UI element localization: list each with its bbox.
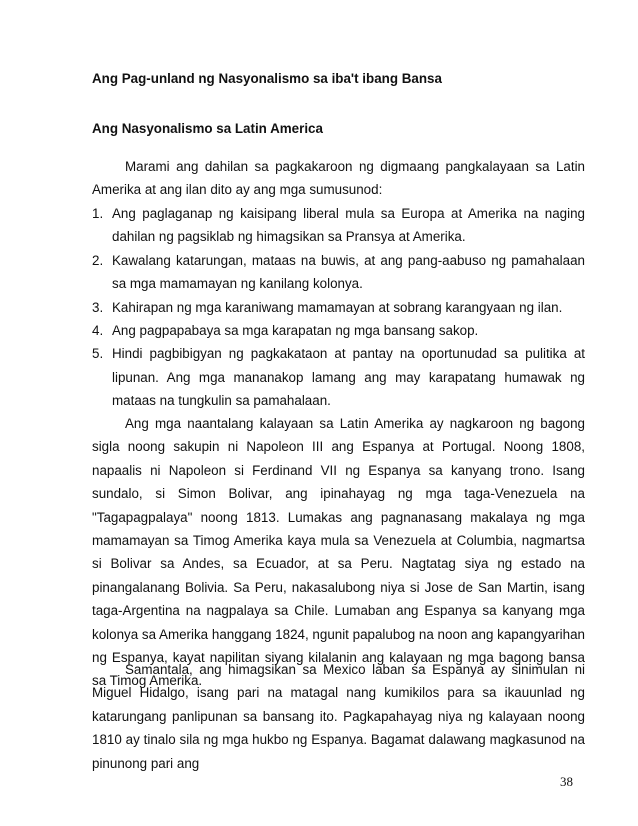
list-item-number: 2. [92, 252, 104, 268]
page-number: 38 [560, 774, 573, 789]
list-item [92, 319, 585, 342]
intro-paragraph: Marami ang dahilan sa pagkakaroon ng digmaang pangkalayaan sa Latin Amerika at ang ilan dito ay ang mga sumusunod: [92, 159, 585, 198]
list-item-text: Ang paglaganap ng kaisipang liberal mula sa Europa at Amerika na naging dahilan ng pagsiklab ng himagsikan sa Pransya at Amerika. [112, 206, 585, 245]
body-paragraph-bolivar: Ang mga naantalang kalayaan sa Latin Amerika ay nagkaroon ng bagong sigla noong sakupin ni Napoleon III ang Espanya at Portugal. Noong 1808, napaalis ni Napoleon si Ferdinand VII ng Espanya sa kanyang trono. Isang sundalo, si Simon Bolivar, ang ipinahayag ng mga taga-Venezuela na "Tagapagpalaya" noong 1813. Lumakas ang pagnanasang makalaya ng mga mamamayan sa Timog Amerika kaya mula sa Venezuela at Columbia, nagmartsa si Bolivar sa Andes, sa Ecuador, at sa Peru. Nagtatag siya ng estado na pinangalanang Bolivia. Sa Peru, nakasalubong niya si Jose de San Martin, isang taga-Argentina na nagpalaya sa Chile. Lumaban ang Espanya sa kanyang mga kolonya sa Amerika hanggang 1824, ngunit papalubog na noon ang kapangyarihan ng Espanya, kayat napilitan siyang kilalanin ang kalayaan ng mga bagong bansa sa Timog Amerika. [92, 416, 585, 689]
list-item [92, 202, 585, 249]
list-item [92, 342, 585, 412]
list-item [92, 249, 585, 296]
list-item [92, 296, 585, 319]
list-item-number: 3. [92, 299, 104, 315]
section-heading: Ang Nasyonalismo sa Latin America [92, 121, 323, 136]
body-paragraph-mexico: Samantala, ang himagsikan sa Mexico laban sa Espanya ay sinimulan ni Miguel Hidalgo, isang pari na matagal nang kumikilos para sa ikauunlad ng katarungang panlipunan sa bansang ito. Pagkapahayag niya ng kalayaan noong 1810 ay tinalo sila ng mga hukbo ng Espanya. Bagamat dalawang magkasunod na pinunong pari ang [92, 662, 585, 771]
list-item-number: 4. [92, 323, 104, 339]
list-item-number: 1. [92, 206, 104, 221]
list-item-text: Kawalang katarungan, mataas na buwis, at ang pang-aabuso ng pamahalaan sa mga mamamayan ng kanilang kolonya. [112, 252, 585, 292]
causes-list [92, 202, 585, 413]
list-item-text: Hindi pagbibigyan ng pagkakataon at pantay na oportunudad sa pulitika at lipunan. Ang mga mananakop lamang ang may karapatang humawak ng mataas na tungkulin sa pamahalaan. [112, 346, 585, 409]
list-item-text: Kahirapan ng mga karaniwang mamamayan at sobrang karangyaan ng ilan. [112, 299, 563, 315]
list-item-number: 5. [92, 346, 104, 362]
main-heading: Ang Pag-unland ng Nasyonalismo sa iba't ibang Bansa [92, 71, 442, 86]
list-item-text: Ang pagpapabaya sa mga karapatan ng mga bansang sakop. [112, 323, 479, 339]
